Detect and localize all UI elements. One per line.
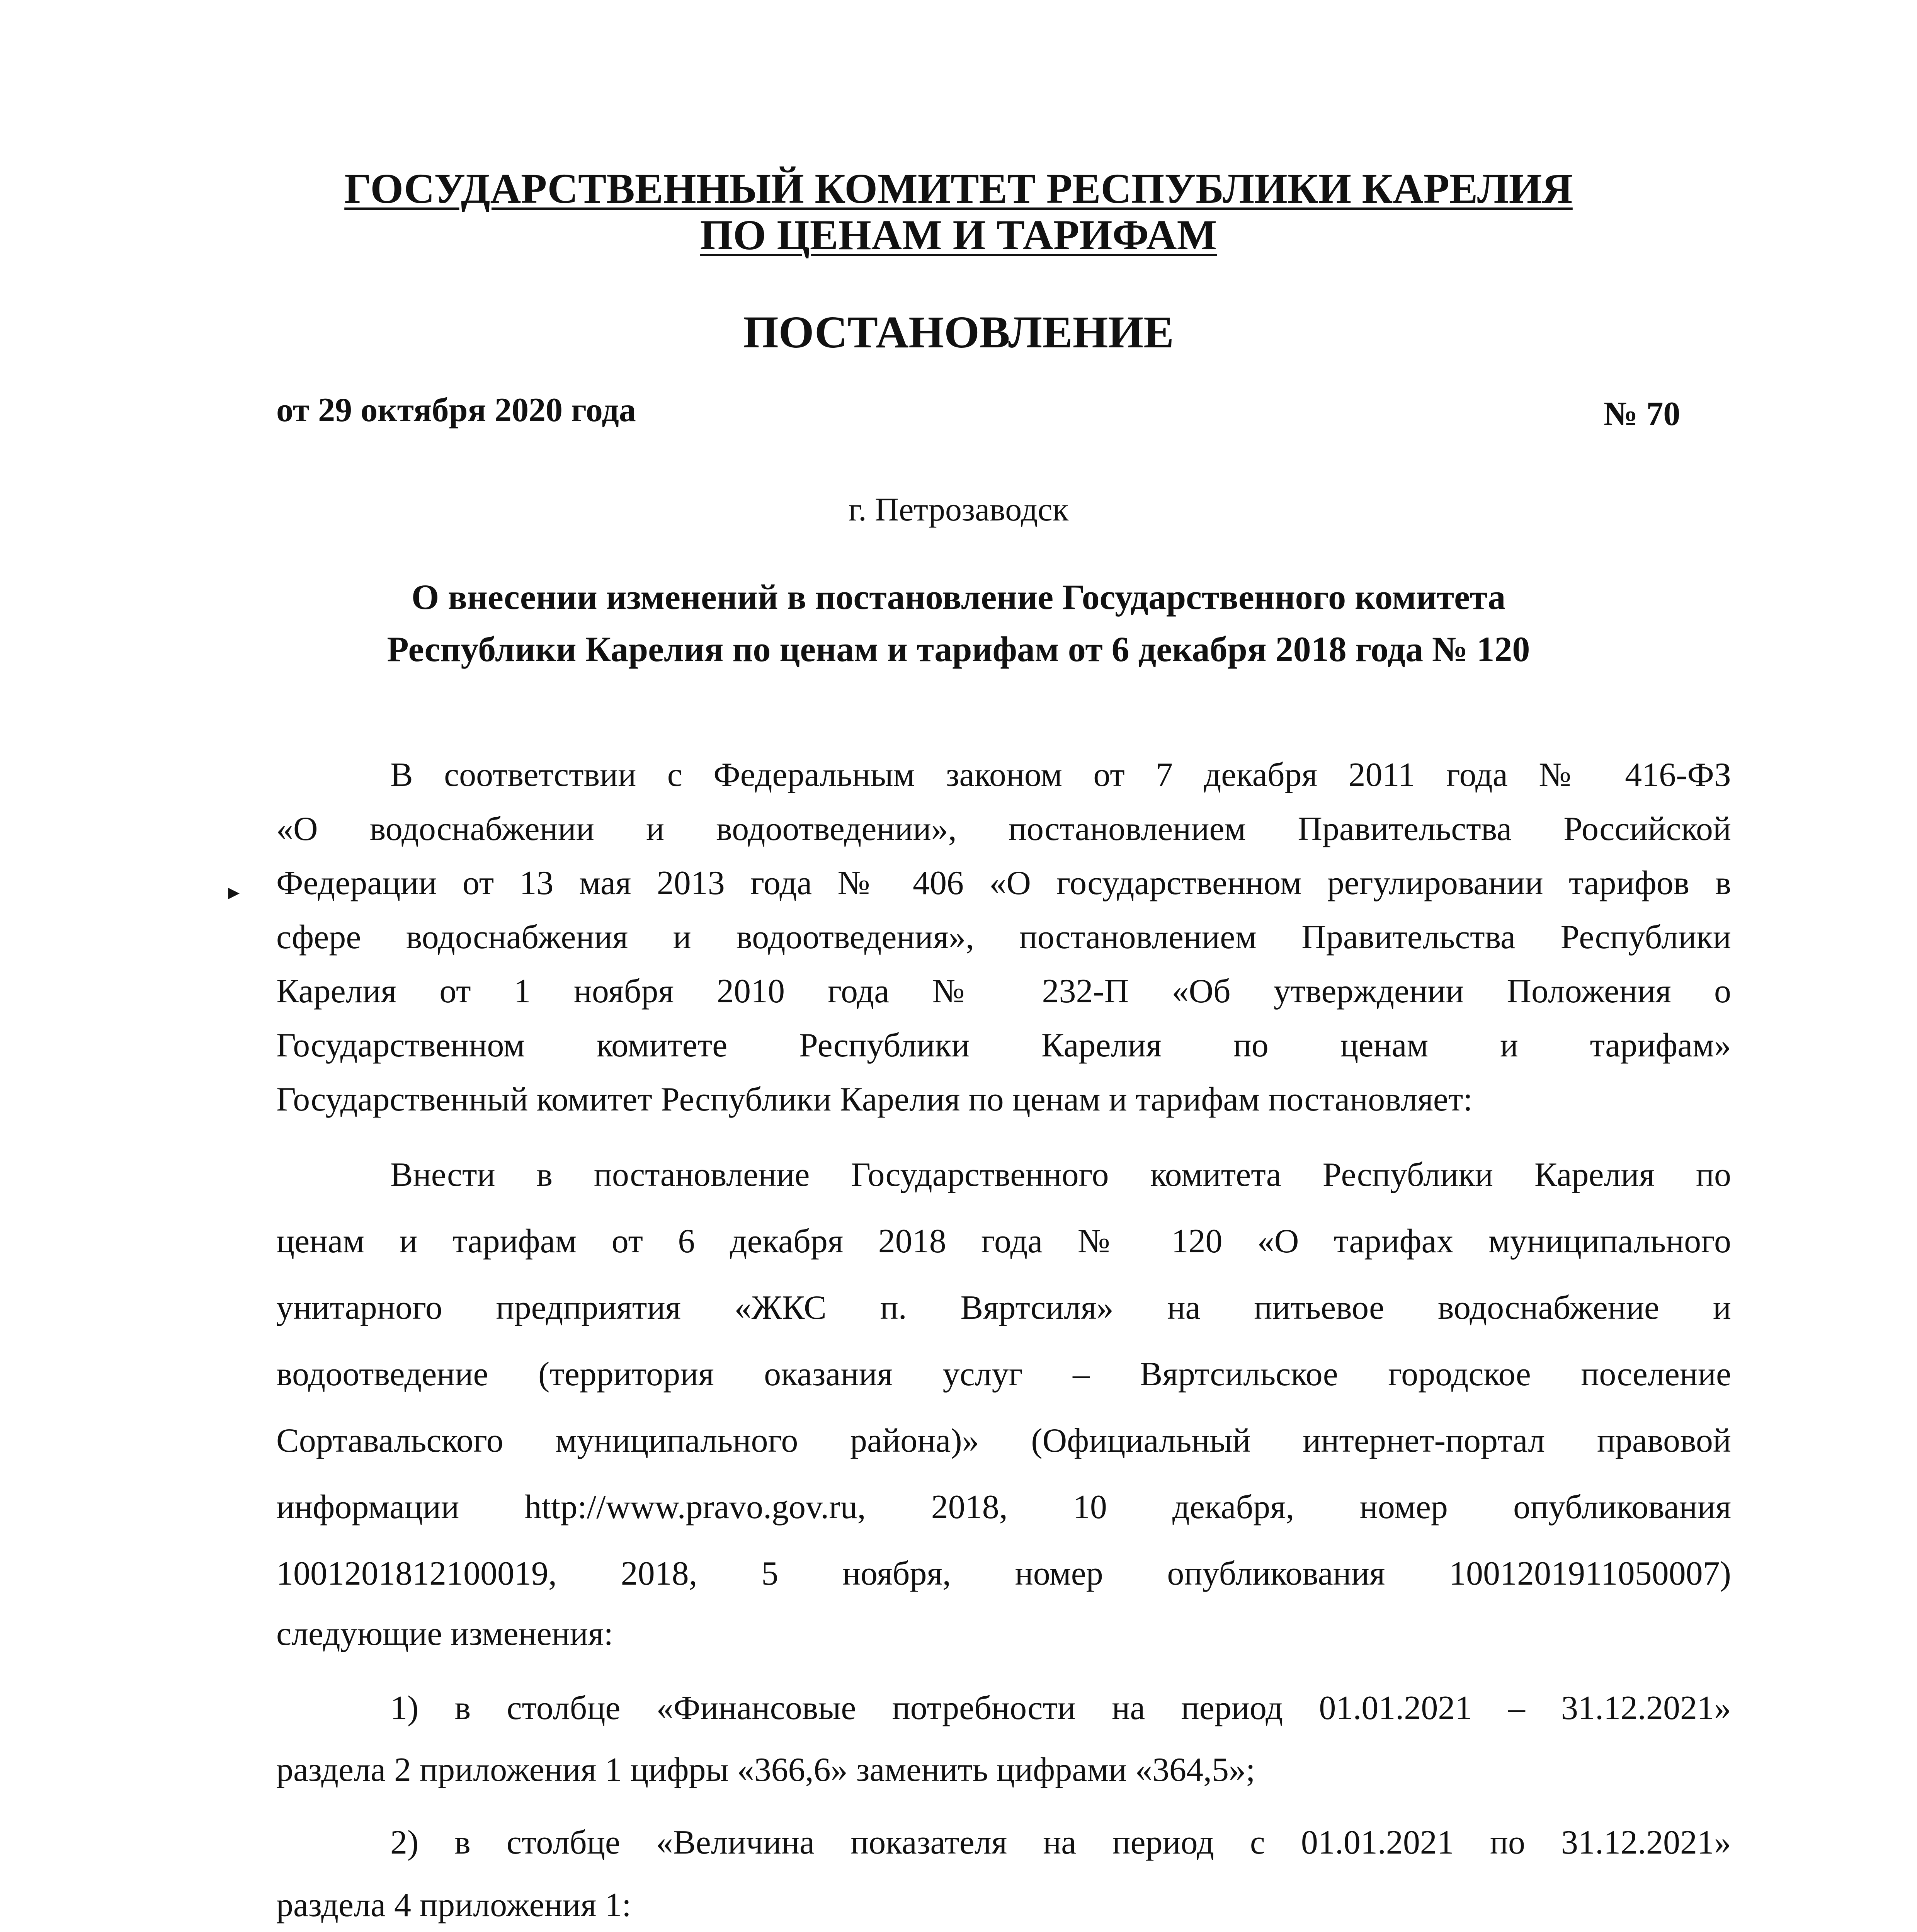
body-line: ценам и тарифам от 6 декабря 2018 года № 120 «О тарифах муниципального	[276, 1223, 1731, 1260]
preamble-line: Федерации от 13 мая 2013 года № 406 «О государственном регулировании тарифов в	[276, 864, 1731, 902]
body-line: следующие изменения:	[276, 1615, 613, 1653]
body-line: Сортавальского муниципального района)» (Официальный интернет-портал правовой	[276, 1422, 1731, 1459]
item1-line: 1) в столбце «Финансовые потребности на период 01.01.2021 – 31.12.2021»	[390, 1689, 1731, 1727]
preamble-line: сфере водоснабжения и водоотведения», постановлением Правительства Республики	[276, 918, 1731, 956]
body-line: информации http://www.pravo.gov.ru, 2018, 10 декабря, номер опубликования	[276, 1488, 1731, 1526]
document-type-title: ПОСТАНОВЛЕНИЕ	[743, 307, 1174, 357]
document-date: от 29 октября 2020 года	[276, 391, 636, 429]
document-number: № 70	[1604, 395, 1681, 433]
preamble-line: Карелия от 1 ноября 2010 года № 232-П «Об утверждении Положения о	[276, 973, 1731, 1010]
subject-line1: О внесении изменений в постановление Государственного комитета	[411, 577, 1506, 617]
document-city: г. Петрозаводск	[848, 491, 1069, 528]
preamble-line: Государственный комитет Республики Карелия по ценам и тарифам постановляет:	[276, 1081, 1473, 1118]
body-line: водоотведение (территория оказания услуг – Вяртсильское городское поселение	[276, 1355, 1731, 1393]
body-line: унитарного предприятия «ЖКС п. Вяртсиля» на питьевое водоснабжение и	[276, 1289, 1731, 1327]
committee-name-line1: ГОСУДАРСТВЕННЫЙ КОМИТЕТ РЕСПУБЛИКИ КАРЕЛИЯ	[344, 165, 1573, 212]
preamble-line: «О водоснабжении и водоотведении», постановлением Правительства Российской	[276, 810, 1731, 848]
preamble-line: В соответствии с Федеральным законом от 7 декабря 2011 года № 416-ФЗ	[390, 756, 1731, 794]
body-line: Внести в постановление Государственного комитета Республики Карелия по	[390, 1156, 1731, 1194]
committee-name-line2: ПО ЦЕНАМ И ТАРИФАМ	[700, 211, 1217, 259]
body-line: 1001201812100019, 2018, 5 ноября, номер опубликования 1001201911050007)	[276, 1555, 1731, 1592]
item2-line: раздела 4 приложения 1:	[276, 1886, 631, 1924]
item2-line: 2) в столбце «Величина показателя на период с 01.01.2021 по 31.12.2021»	[390, 1824, 1731, 1861]
preamble-line: Государственном комитете Республики Карелия по ценам и тарифам»	[276, 1027, 1731, 1064]
subject-line2: Республики Карелия по ценам и тарифам от 6 декабря 2018 года № 120	[387, 629, 1530, 669]
item1-line: раздела 2 приложения 1 цифры «366,6» заменить цифрами «364,5»;	[276, 1751, 1255, 1789]
margin-mark: ▸	[228, 879, 240, 905]
